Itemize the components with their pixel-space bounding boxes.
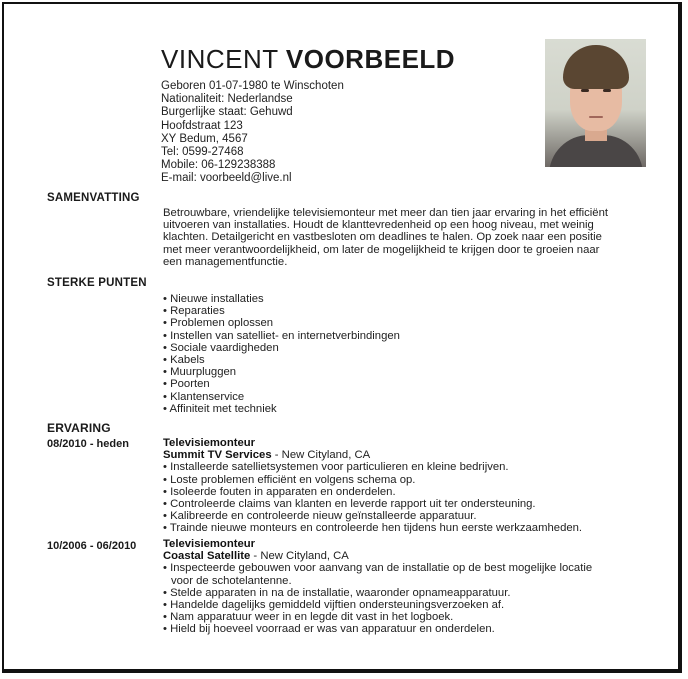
job-2-role: Televisiemonteur <box>163 538 256 550</box>
job-2 <box>163 538 643 636</box>
job-2-dates: 10/2006 - 06/2010 <box>47 540 137 552</box>
mobile: Mobile: 06-129238388 <box>161 159 276 172</box>
summary-text: Betrouwbare, vriendelijke televisiemonteur met meer dan tien jaar ervaring in het efficiënt uitvoeren van installaties. Houdt de klanttevredenheid op een hoog niveau, met weinig klachten. Detailgericht en vastbesloten om deadlines te halen. Op zoek naar een positie met meer verantwoordelijkheid, om later de mogelijkheid te krijgen door te groeien naar een managementfunctie. <box>163 207 608 268</box>
list-item: • Loste problemen efficiënt en volgens schema op. <box>163 474 643 486</box>
first-name: VINCENT <box>161 44 279 74</box>
profile-photo <box>545 39 646 167</box>
list-item: • Controleerde claims van klanten en leverde rapport uit ter ondersteuning. <box>163 498 643 510</box>
resume-page <box>2 2 682 673</box>
experience-heading: ERVARING <box>47 421 111 435</box>
nationality: Nationaliteit: Nederlandse <box>161 93 293 106</box>
job-2-location: - New Cityland, CA <box>250 550 349 563</box>
list-item: • Nieuwe installaties <box>163 293 400 305</box>
postal-city: XY Bedum, 4567 <box>161 132 248 145</box>
list-item: • Problemen oplossen <box>163 317 400 329</box>
list-item: • Affiniteit met techniek <box>163 403 400 415</box>
list-item: • Handelde dagelijks gemiddeld vijftien ondersteuningsverzoeken af. <box>163 599 643 611</box>
list-item: • Nam apparatuur weer in en legde dit vast in het logboek. <box>163 611 643 623</box>
list-item: • Kabels <box>163 354 400 366</box>
list-item: • Isoleerde fouten in apparaten en onderdelen. <box>163 486 643 498</box>
job-1-role: Televisiemonteur <box>163 437 256 449</box>
email[interactable]: E-mail: voorbeeld@live.nl <box>161 172 292 185</box>
strengths-heading: STERKE PUNTEN <box>47 277 147 289</box>
list-item: • Klantenservice <box>163 391 400 403</box>
list-item: • Installeerde satellietsystemen voor particulieren en kleine bedrijven. <box>163 461 643 473</box>
job-1-employer: Summit TV Services <box>163 449 272 462</box>
list-item: • Sociale vaardigheden <box>163 342 400 354</box>
list-item: • Muurpluggen <box>163 366 400 378</box>
job-1-duties <box>163 461 643 534</box>
list-item: • Kalibreerde en controleerde nieuw geïnstalleerde apparatuur. <box>163 510 643 522</box>
list-item: • Poorten <box>163 378 400 390</box>
list-item: • Trainde nieuwe monteurs en controleerde hen tijdens hun eerste werkzaamheden. <box>163 522 643 534</box>
job-1-dates: 08/2010 - heden <box>47 438 129 450</box>
job-2-employer: Coastal Satellite <box>163 550 251 563</box>
birth-info: Geboren 01-07-1980 te Winschoten <box>161 80 344 92</box>
list-item: • Stelde apparaten in na de installatie, waaronder opnameapparatuur. <box>163 587 643 599</box>
job-2-employer-line <box>163 550 643 562</box>
list-item: voor de schotelantenne. <box>171 574 292 587</box>
list-item: • Instellen van satelliet- en internetverbindingen <box>163 330 400 342</box>
phone: Tel: 0599-27468 <box>161 146 244 159</box>
street-address: Hoofdstraat 123 <box>161 119 243 132</box>
candidate-name <box>161 44 455 75</box>
list-item: • Reparaties <box>163 305 400 317</box>
marital-status: Burgerlijke staat: Gehuwd <box>161 106 293 119</box>
list-item: • Hield bij hoeveel voorraad er was van apparatuur en onderdelen. <box>163 623 643 635</box>
job-1-location: - New Cityland, CA <box>271 449 371 462</box>
job-1 <box>163 437 643 535</box>
last-name: VOORBEELD <box>285 44 456 74</box>
job-2-duties <box>163 562 643 635</box>
job-1-employer-line <box>163 449 643 461</box>
list-item: • Inspecteerde gebouwen voor aanvang van de installatie op de best mogelijke locatie <box>163 562 643 574</box>
summary-heading: SAMENVATTING <box>47 192 140 204</box>
strengths-list <box>163 293 400 415</box>
contact-details <box>161 80 344 186</box>
